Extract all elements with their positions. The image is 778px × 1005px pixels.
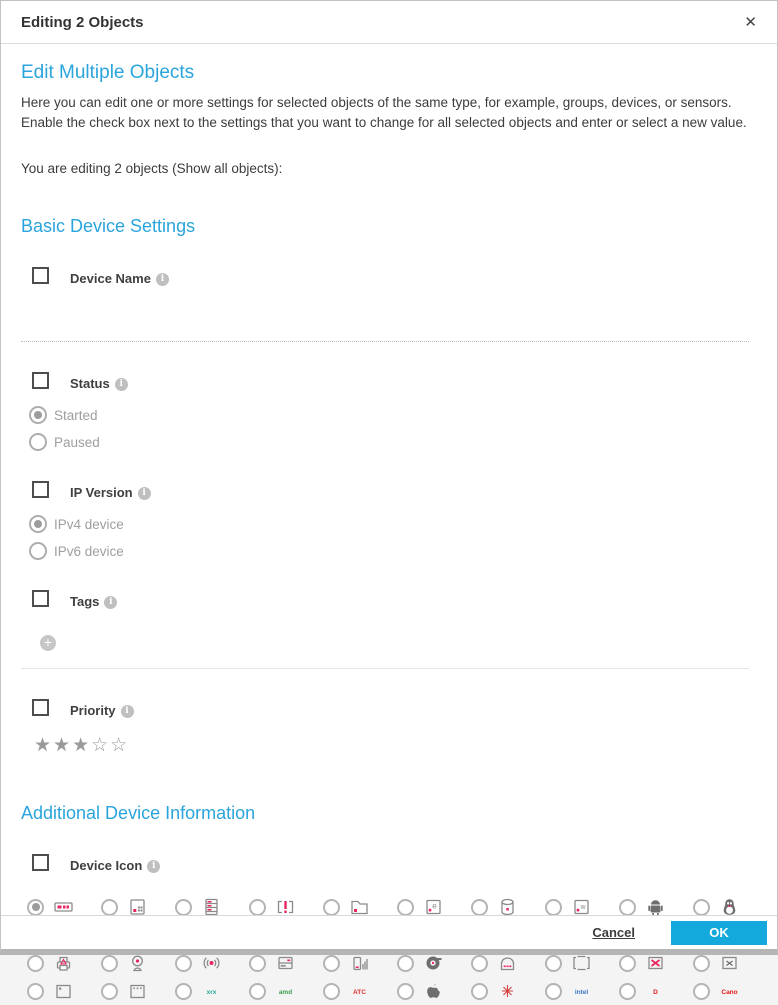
device-icon-option-storage[interactable]	[249, 949, 323, 977]
linux-icon	[719, 898, 740, 916]
radio-button[interactable]	[27, 899, 44, 916]
dialog-title: Editing 2 Objects	[21, 13, 144, 31]
svg-text:e: e	[432, 901, 437, 911]
device-icon-checkbox[interactable]	[32, 854, 49, 871]
brand-blue-icon	[571, 982, 592, 1000]
database-icon	[497, 898, 518, 916]
wifi-icon	[201, 954, 222, 972]
radio-button[interactable]	[545, 899, 562, 916]
radio-button[interactable]	[249, 983, 266, 1000]
ok-button[interactable]: OK	[671, 921, 767, 945]
device-icon-option-webcam[interactable]	[101, 949, 175, 977]
tags-section	[21, 590, 747, 669]
webcam-icon	[127, 954, 148, 972]
radio-button[interactable]	[27, 955, 44, 972]
info-icon[interactable]: i	[121, 705, 134, 718]
svg-text:ATC: ATC	[353, 989, 366, 997]
radio-button[interactable]	[693, 899, 710, 916]
additional-info-heading: Additional Device Information	[21, 803, 256, 824]
device-icon-option-brand-red-d[interactable]	[619, 977, 693, 1005]
device-icon-option-brand-red-cross[interactable]	[471, 977, 545, 1005]
blade-server-icon	[53, 982, 74, 1000]
device-name-input[interactable]	[21, 322, 749, 342]
radio-option-ipv4-device[interactable]	[29, 515, 747, 533]
radio-button[interactable]	[619, 899, 636, 916]
status-section	[21, 372, 747, 451]
device-icon-option-console[interactable]	[101, 977, 175, 1005]
ip-version-checkbox[interactable]	[32, 481, 49, 498]
radio-button[interactable]	[545, 983, 562, 1000]
device-icon-option-video-camera[interactable]	[397, 949, 471, 977]
info-icon[interactable]: i	[147, 860, 160, 873]
page-title: Edit Multiple Objects	[21, 62, 195, 83]
tags-checkbox[interactable]	[32, 590, 49, 607]
workstation-icon	[127, 898, 148, 916]
web-service-icon	[571, 898, 592, 916]
svg-text:intel: intel	[574, 989, 589, 997]
radio-button[interactable]	[471, 955, 488, 972]
svg-text:xrx: xrx	[206, 989, 217, 997]
radio-option-paused[interactable]	[29, 433, 747, 451]
radio-button[interactable]	[323, 983, 340, 1000]
plus-circle-icon[interactable]: +	[40, 635, 56, 651]
connector-alert-icon	[275, 898, 296, 916]
radio-button[interactable]	[29, 433, 47, 451]
radio-label: Paused	[54, 434, 100, 450]
description-text: Here you can edit one or more settings for selected objects of the same type, for example, groups, devices, or sensors. Enable the check box next to the settings that you want to change for all selected objects and enter or select a new value.	[21, 95, 747, 130]
brand-red-d-icon	[645, 982, 666, 1000]
radio-button[interactable]	[693, 983, 710, 1000]
device-name-checkbox[interactable]	[32, 267, 49, 284]
device-icon-option-switch-crossed[interactable]	[619, 949, 693, 977]
brand-red-atc-icon	[349, 982, 370, 1000]
radio-button[interactable]	[397, 983, 414, 1000]
radio-button[interactable]	[101, 899, 118, 916]
dialog-content	[1, 44, 777, 1005]
dialog-footer	[1, 915, 777, 949]
device-icon-option-brand-teal[interactable]	[175, 977, 249, 1005]
editing-summary	[21, 161, 747, 176]
radio-label: IPv4 device	[54, 516, 124, 532]
radio-button[interactable]	[323, 955, 340, 972]
tags-label: Tags i	[70, 594, 117, 609]
device-icon-option-brand-green[interactable]	[249, 977, 323, 1005]
device-icon-grid	[27, 893, 747, 1005]
radio-button[interactable]	[29, 406, 47, 424]
desk-phone-icon	[497, 954, 518, 972]
info-icon[interactable]: i	[115, 378, 128, 391]
modem-server-icon	[53, 898, 74, 916]
printer-alert-icon	[53, 954, 74, 972]
svg-text:amd: amd	[278, 989, 293, 997]
radio-label: IPv6 device	[54, 543, 124, 559]
radio-option-started[interactable]	[29, 406, 747, 424]
ip-version-label: IP Version i	[70, 485, 151, 500]
priority-label: Priority i	[70, 703, 134, 718]
device-icon-option-box-crossed[interactable]	[693, 949, 767, 977]
info-icon[interactable]: i	[156, 273, 169, 286]
info-icon[interactable]: i	[104, 596, 117, 609]
radio-button[interactable]	[693, 955, 710, 972]
switch-crossed-icon	[645, 954, 666, 972]
radio-button[interactable]	[619, 955, 636, 972]
radio-button[interactable]	[471, 899, 488, 916]
device-icon-label: Device Icon i	[70, 858, 160, 873]
basic-settings-heading: Basic Device Settings	[21, 216, 196, 237]
priority-stars[interactable]: ★★★☆☆	[34, 735, 130, 757]
device-name-section	[21, 267, 747, 342]
svg-text:w: w	[580, 904, 586, 912]
info-icon[interactable]: i	[138, 487, 151, 500]
device-icon-option-blade-server[interactable]	[27, 977, 101, 1005]
device-icon-option-brand-red-atc[interactable]	[323, 977, 397, 1005]
radio-button[interactable]	[175, 899, 192, 916]
brand-teal-icon	[201, 982, 222, 1000]
show-all-objects-link[interactable]: Show all objects	[176, 161, 275, 177]
device-icon-option-patch-panel[interactable]	[545, 949, 619, 977]
radio-button[interactable]	[101, 983, 118, 1000]
web-server-icon	[423, 898, 444, 916]
priority-checkbox[interactable]	[32, 699, 49, 716]
storage-icon	[275, 954, 296, 972]
apple-dark-icon	[423, 982, 444, 1000]
radio-label: Started	[54, 407, 98, 423]
status-options	[29, 406, 747, 451]
device-icon-option-apple-dark[interactable]	[397, 977, 471, 1005]
radio-button[interactable]	[471, 983, 488, 1000]
svg-text:Cano: Cano	[721, 989, 738, 997]
ip-version-section	[21, 481, 747, 560]
radio-button[interactable]	[27, 983, 44, 1000]
device-icon-option-brand-blue[interactable]	[545, 977, 619, 1005]
svg-text:D: D	[653, 989, 658, 997]
console-icon	[127, 982, 148, 1000]
radio-button[interactable]	[101, 955, 118, 972]
status-label: Status i	[70, 376, 128, 391]
device-icon-option-printer-alert[interactable]	[27, 949, 101, 977]
ip-version-options	[29, 515, 747, 560]
mobile-phone-icon	[349, 954, 370, 972]
radio-button[interactable]	[29, 515, 47, 533]
priority-section	[21, 699, 747, 757]
folder-icon	[349, 898, 370, 916]
dialog-titlebar	[1, 1, 777, 44]
separator	[21, 668, 749, 669]
radio-button[interactable]	[397, 955, 414, 972]
radio-button[interactable]	[175, 955, 192, 972]
radio-option-ipv6-device[interactable]	[29, 542, 747, 560]
radio-button[interactable]	[323, 899, 340, 916]
device-name-label: Device Name i	[70, 271, 169, 286]
radio-button[interactable]	[397, 899, 414, 916]
status-checkbox[interactable]	[32, 372, 49, 389]
close-icon[interactable]: ✕	[744, 13, 757, 31]
android-icon	[645, 898, 666, 916]
device-icon-option-brand-red-canon[interactable]	[693, 977, 767, 1005]
editing-summary-prefix: You are editing 2 objects (	[21, 161, 177, 177]
video-camera-icon	[423, 954, 444, 972]
radio-button[interactable]	[619, 983, 636, 1000]
device-icon-option-wifi[interactable]	[175, 949, 249, 977]
radio-button[interactable]	[249, 899, 266, 916]
device-icon-option-mobile-phone[interactable]	[323, 949, 397, 977]
box-crossed-icon	[719, 954, 740, 972]
radio-button[interactable]	[249, 955, 266, 972]
radio-button[interactable]	[545, 955, 562, 972]
editing-summary-suffix: ):	[274, 161, 283, 177]
patch-panel-icon	[571, 954, 592, 972]
brand-green-icon	[275, 982, 296, 1000]
server-rack-icon	[201, 898, 222, 916]
radio-button[interactable]	[29, 542, 47, 560]
device-icon-option-desk-phone[interactable]	[471, 949, 545, 977]
brand-red-cross-icon	[497, 982, 518, 1000]
radio-button[interactable]	[175, 983, 192, 1000]
cancel-button[interactable]: Cancel	[592, 925, 635, 940]
brand-red-canon-icon	[719, 982, 740, 1000]
